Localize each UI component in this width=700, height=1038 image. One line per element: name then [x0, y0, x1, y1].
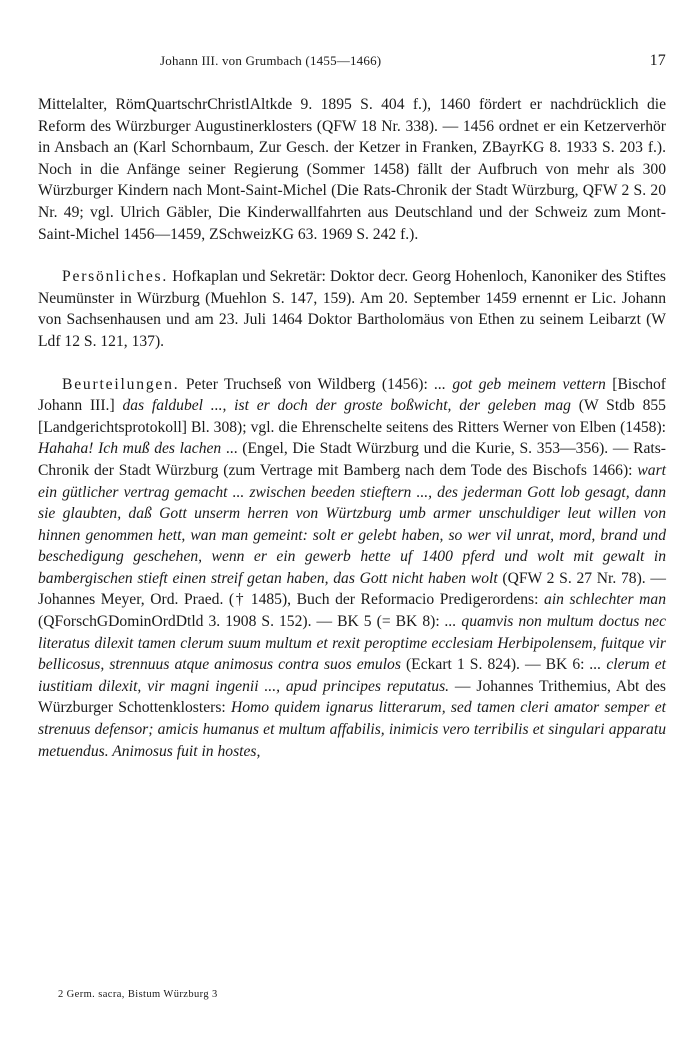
text-segment: Peter Truchseß von Wildberg (1456): — [179, 375, 435, 393]
quotation-segment: Homo quidem ignarus litterarum, sed tamen cleri amator semper et strenuus defensor; amicis humanus et multum affabilis, inimicis vero terribilis et singulari apparatu metuendus. Animosus fuit in hostes, — [38, 699, 666, 760]
text-segment: ... (Engel, Die Stadt Würzburg und die Kurie, S. 353—356). — Rats-Chronik der Stadt Würzburg (zum Vertrage mit Bamberg nach dem Tode des Bischofs 1466): — [38, 440, 666, 479]
section-heading-beurteilungen: Beurteilungen. — [62, 375, 180, 393]
quotation-segment: ... clerum et iustitiam dilexit, vir magni ingenii ..., apud principes reputatus. — [38, 656, 666, 695]
running-title: Johann III. von Grumbach (1455—1466) — [160, 53, 382, 68]
text-segment: (Eckart 1 S. 824). — BK 6: — [400, 656, 590, 674]
page-number: 17 — [649, 52, 666, 69]
quotation-segment: wart ein gütlicher vertrag gemacht ... zwischen beeden stieftern ..., des jederman Gott lob gesagt, dann sie glaubten, daß Gott unserm herren von Würtzburg umb armer unschuldiger leut willen von hinnen genommen hett, wan man gemeint: solt er gelebt haben, so wer vil unrat, mord, brand und beschedigung geschehen, wenn er ein gewerb hette uf 1400 pferd und wolt mit gewalt in bambergischen stieft einen streif getan haben, das Gott nicht haben wolt — [38, 461, 666, 587]
section-heading-persoenliches: Persönliches. — [62, 268, 169, 286]
text-segment: [Bischof Johann III.] — [38, 375, 666, 415]
paragraph-persoenliches-text: Hofkaplan und Sekretär: Doktor decr. Georg Hohenloch, Kanoniker des Stiftes Neumünster in Würzburg (Muehlon S. 147, 159). Am 20. September 1459 ernennt er Lic. Johann von Sachsenhausen und am 23. Juli 1464 Doktor Bartholomäus von Ethen zu seinem Leibarzt (W Ldf 12 S. 121, 137). — [38, 268, 666, 350]
paragraph-continuation: Mittelalter, RömQuartschrChristlAltkde 9. 1895 S. 404 f.), 1460 fördert er nachdrücklich die Reform des Würzburger Augustinerklosters (QFW 18 Nr. 338). — 1456 ordnet er ein Ketzerverhör in Ansbach an (Karl Schornbaum, Zur Gesch. der Ketzer in Franken, ZBayrKG 8. 1933 S. 203 f.). Noch in die Anfänge seiner Regierung (Sommer 1458) fällt der Aufbruch von mehr als 300 Würzburger Kindern nach Mont-Saint-Michel (Die Rats-Chronik der Stadt Würzburg, QFW 2 S. 20 Nr. 49; vgl. Ulrich Gäbler, Die Kinderwallfahrten aus Deutschland und der Schweiz zum Mont-Saint-Michel 1456—1459, ZSchweizKG 63. 1969 S. 242 f.). — [38, 96, 666, 243]
paragraph-beurteilungen — [38, 374, 666, 763]
text-segment: (W Stdb 855 [Landgerichtsprotokoll] Bl. 308); vgl. die Ehrenschelte seitens des Ritters Werner von Elben (1458): — [38, 397, 666, 436]
running-head — [38, 52, 666, 70]
quotation-segment: ain schlechter man — [544, 591, 666, 609]
page — [38, 52, 666, 762]
text-segment: (QForschGDominOrdDtld 3. 1908 S. 152). — BK 5 (= BK 8): — [38, 613, 445, 631]
quotation-segment: Hahaha! Ich muß des lachen — [38, 440, 222, 458]
quotation-segment: ... quamvis non multum doctus nec literatus dilexit tamen clerum suum multum et rexit peroptime ecclesiam Herbipolensem, fuitque vir bellicosus, strennuus atque animosus contra suos emulos — [38, 613, 666, 674]
text-segment: — Johannes Trithemius, Abt des Würzburger Schottenklosters: — [38, 677, 666, 717]
quotation-segment: das faldubel ..., ist er doch der groste boßwicht, der geleben mag — [122, 397, 571, 415]
quotation-segment: ... got geb meinem vettern — [434, 375, 606, 393]
text-segment: (QFW 2 S. 27 Nr. 78). — Johannes Meyer, Ord. Praed. († 1485), Buch der Reformacio Predigerordens: — [38, 569, 666, 609]
paragraph-persoenliches — [38, 266, 666, 352]
signature-mark: 2 Germ. sacra, Bistum Würzburg 3 — [58, 989, 218, 1000]
